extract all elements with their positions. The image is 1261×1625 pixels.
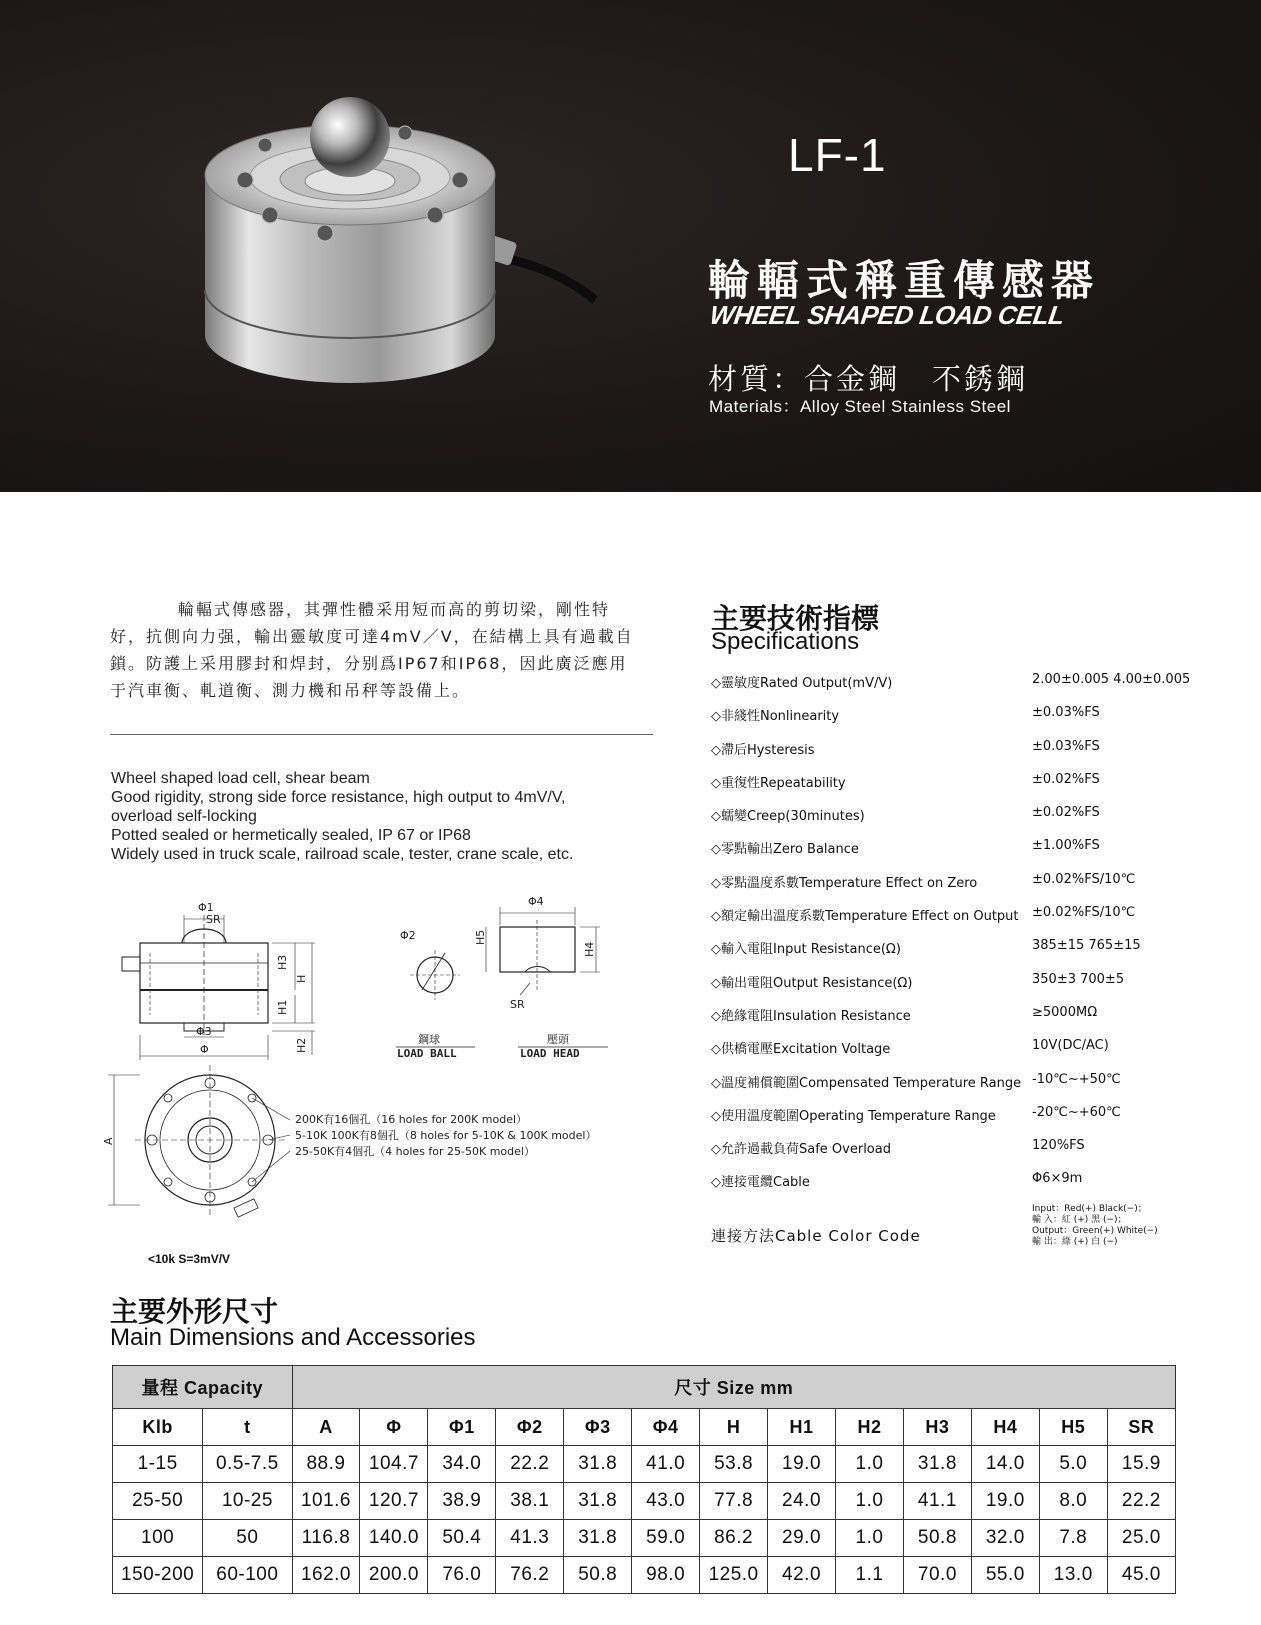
spec-label: ◇絶緣電阻Insulation Resistance — [711, 1008, 911, 1024]
column-header: Φ4 — [632, 1409, 700, 1446]
spec-value: 10V(DC/AC) — [1032, 1038, 1109, 1054]
spec-row — [711, 903, 1251, 936]
capacity-group-header: 量程 Capacity — [113, 1366, 293, 1409]
column-header: A — [292, 1409, 360, 1446]
spec-value: ±0.02%FS/10℃ — [1032, 905, 1136, 921]
spec-label: ◇非綫性Nonlinearity — [711, 709, 840, 725]
divider — [110, 734, 653, 735]
table-cell: 22.2 — [496, 1446, 564, 1483]
description-cn-line: 于汽車衡、軋道衡、測力機和吊秤等設備上。 — [110, 681, 471, 700]
spec-label: ◇使用溫度範圍Operating Temperature Range — [711, 1108, 996, 1124]
spec-row — [711, 1003, 1251, 1036]
table-cell: 41.0 — [632, 1446, 700, 1483]
table-cell: 31.8 — [903, 1446, 971, 1483]
spec-row — [711, 670, 1251, 703]
table-cell: 150-200 — [113, 1557, 203, 1594]
table-cell: 55.0 — [971, 1557, 1039, 1594]
table-cell: 100 — [113, 1520, 203, 1557]
table-cell: 50.4 — [428, 1520, 496, 1557]
materials-en: Materials：Alloy Steel Stainless Steel — [709, 397, 1011, 416]
description-en-line: Good rigidity, strong side force resistance, high output to 4mV/V, — [111, 789, 566, 806]
load-ball-drawing — [396, 929, 475, 1060]
spec-value: ±1.00%FS — [1032, 838, 1100, 854]
column-header: H3 — [903, 1409, 971, 1446]
table-cell: 50.8 — [564, 1557, 632, 1594]
column-header: Klb — [113, 1409, 203, 1446]
table-cell: 29.0 — [768, 1520, 836, 1557]
table-cell: 162.0 — [292, 1557, 360, 1594]
table-cell: 25-50 — [113, 1483, 203, 1520]
top-view-drawing — [102, 1065, 596, 1217]
table-cell: 116.8 — [292, 1520, 360, 1557]
description-en-line: Wheel shaped load cell, shear beam — [111, 770, 370, 787]
column-header: H — [700, 1409, 768, 1446]
spec-label: ◇溫度補償範圍Compensated Temperature Range — [711, 1075, 1022, 1091]
column-header: Φ2 — [496, 1409, 564, 1446]
spec-row — [711, 1070, 1251, 1103]
table-cell: 32.0 — [971, 1520, 1039, 1557]
spec-value: 350±3 700±5 — [1032, 971, 1125, 987]
table-cell: 60-100 — [203, 1557, 292, 1594]
description-en-line: Widely used in truck scale, railroad scale, tester, crane scale, etc. — [111, 846, 574, 863]
table-cell: 8.0 — [1039, 1483, 1107, 1520]
label-phi: Φ — [200, 1043, 209, 1056]
spec-value: ±0.02%FS/10℃ — [1032, 871, 1136, 887]
column-header: Φ — [360, 1409, 428, 1446]
table-cell: 1.0 — [836, 1446, 904, 1483]
materials-cn: 材質：合金鋼 不銹鋼 — [708, 362, 1029, 396]
label-sr: SR — [206, 913, 221, 926]
column-header: t — [203, 1409, 292, 1446]
cable-color-codes — [1032, 1204, 1158, 1248]
label-h4: H4 — [583, 941, 596, 957]
cable-code-line: Input：Red(+) Black(−)； — [1032, 1204, 1147, 1214]
spec-row — [711, 803, 1251, 836]
spec-row — [711, 703, 1251, 736]
product-title-cn: 輪輻式稱重傳感器 — [708, 256, 1101, 305]
table-cell: 38.1 — [496, 1483, 564, 1520]
spec-value: Φ6×9m — [1032, 1171, 1083, 1187]
load-ball-cn: 鋼球 — [418, 1033, 440, 1046]
table-cell: 7.8 — [1039, 1520, 1107, 1557]
spec-value: ≥5000MΩ — [1032, 1004, 1098, 1020]
cable-color-code-title: 連接方法Cable Color Code — [711, 1227, 921, 1245]
table-cell: 200.0 — [360, 1557, 428, 1594]
spec-label: ◇重復性Repeatability — [711, 775, 846, 791]
spec-row — [711, 1136, 1251, 1169]
table-cell: 1.0 — [836, 1520, 904, 1557]
table-cell: 120.7 — [360, 1483, 428, 1520]
load-ball-en: LOAD BALL — [397, 1047, 457, 1060]
spec-value: 2.00±0.005 4.00±0.005 — [1032, 672, 1191, 687]
specs-title-en: Specifications — [711, 628, 860, 655]
description-cn-line: 輪輻式傳感器，其彈性體采用短而高的剪切梁，剛性特 — [178, 600, 611, 619]
label-h1: H1 — [276, 999, 289, 1015]
table-column-header — [113, 1409, 1176, 1446]
table-cell: 14.0 — [971, 1446, 1039, 1483]
label-h3: H3 — [276, 954, 289, 970]
hero-banner — [0, 0, 1261, 492]
column-header: H1 — [768, 1409, 836, 1446]
cable-code-line: Output：Green(+) White(−) — [1032, 1226, 1158, 1236]
spec-label: ◇連接電纜Cable — [711, 1175, 810, 1191]
table-cell: 5.0 — [1039, 1446, 1107, 1483]
table-cell: 31.8 — [564, 1446, 632, 1483]
label-phi1: Φ1 — [198, 901, 214, 914]
description-en — [111, 769, 671, 864]
table-row — [113, 1520, 1176, 1557]
spec-label: ◇輸出電阻Output Resistance(Ω) — [711, 975, 913, 991]
spec-label: ◇零點溫度系數Temperature Effect on Zero — [711, 875, 978, 891]
cable-code-line: 輸 入：紅 (+) 黑 (−)； — [1032, 1215, 1127, 1225]
size-group-header: 尺寸 Size mm — [292, 1366, 1176, 1409]
table-cell: 42.0 — [768, 1557, 836, 1594]
label-phi4: Φ4 — [528, 895, 544, 908]
column-header: Φ1 — [428, 1409, 496, 1446]
table-cell: 76.2 — [496, 1557, 564, 1594]
table-cell: 77.8 — [700, 1483, 768, 1520]
table-cell: 125.0 — [700, 1557, 768, 1594]
spec-label: ◇滯后Hysteresis — [711, 742, 815, 758]
label-phi3: Φ3 — [196, 1025, 212, 1038]
table-cell: 22.2 — [1107, 1483, 1175, 1520]
spec-row — [711, 1036, 1251, 1069]
spec-row — [711, 1169, 1251, 1202]
description-en-line: overload self-locking — [111, 808, 257, 825]
product-title-en: WHEEL SHAPED LOAD CELL — [707, 300, 1067, 330]
spec-value: ±0.02%FS — [1032, 805, 1100, 821]
spec-value: ±0.02%FS — [1032, 771, 1100, 787]
table-cell: 41.1 — [903, 1483, 971, 1520]
dimensions-title-en: Main Dimensions and Accessories — [110, 1324, 476, 1351]
spec-row — [711, 1103, 1251, 1136]
spec-label: ◇靈敏度Rated Output(mV/V) — [711, 676, 893, 691]
table-cell: 1.0 — [836, 1483, 904, 1520]
column-header: H2 — [836, 1409, 904, 1446]
column-header: Φ3 — [564, 1409, 632, 1446]
table-cell: 101.6 — [292, 1483, 360, 1520]
hole-note: 5-10K 100K有8個孔（8 holes for 5-10K & 100K model） — [295, 1129, 597, 1142]
table-row — [113, 1557, 1176, 1594]
side-view-drawing — [122, 901, 315, 1060]
table-cell: 76.0 — [428, 1557, 496, 1594]
spec-value: ±0.03%FS — [1032, 738, 1100, 754]
table-cell: 70.0 — [903, 1557, 971, 1594]
table-cell: 19.0 — [768, 1446, 836, 1483]
description-cn-line: 鎖。防護上采用膠封和焊封，分别爲IP67和IP68，因此廣泛應用 — [110, 654, 628, 673]
table-cell: 1-15 — [113, 1446, 203, 1483]
spec-label: ◇供橋電壓Excitation Voltage — [711, 1042, 891, 1058]
table-cell: 38.9 — [428, 1483, 496, 1520]
table-cell: 140.0 — [360, 1520, 428, 1557]
table-cell: 0.5-7.5 — [203, 1446, 292, 1483]
spec-value: ±0.03%FS — [1032, 705, 1100, 721]
description-cn — [110, 596, 662, 704]
table-cell: 10-25 — [203, 1483, 292, 1520]
table-cell: 98.0 — [632, 1557, 700, 1594]
spec-label: ◇允許過載負荷Safe Overload — [711, 1142, 891, 1158]
spec-row — [711, 870, 1251, 903]
spec-label: ◇零點輸出Zero Balance — [711, 842, 859, 858]
table-cell: 15.9 — [1107, 1446, 1175, 1483]
spec-label: ◇輸入電阻Input Resistance(Ω) — [711, 942, 901, 958]
load-head-cn: 壓頭 — [547, 1033, 569, 1046]
column-header: H4 — [971, 1409, 1039, 1446]
description-en-line: Potted sealed or hermetically sealed, IP 67 or IP68 — [111, 827, 471, 844]
spec-row — [711, 970, 1251, 1003]
label-phi2: Φ2 — [400, 929, 416, 942]
load-head-en: LOAD HEAD — [520, 1047, 580, 1060]
spec-value: 120%FS — [1032, 1138, 1085, 1154]
spec-row — [711, 836, 1251, 869]
table-cell: 59.0 — [632, 1520, 700, 1557]
table-cell: 43.0 — [632, 1483, 700, 1520]
table-cell: 104.7 — [360, 1446, 428, 1483]
table-cell: 31.8 — [564, 1520, 632, 1557]
spec-row — [711, 936, 1251, 969]
table-cell: 88.9 — [292, 1446, 360, 1483]
table-cell: 45.0 — [1107, 1557, 1175, 1594]
column-header: H5 — [1039, 1409, 1107, 1446]
table-group-header — [113, 1366, 1176, 1409]
spec-label: ◇蠕變Creep(30minutes) — [711, 809, 865, 825]
load-head-drawing — [474, 895, 608, 1060]
label-a: A — [102, 1137, 115, 1145]
description-cn-line: 好，抗側向力强，輸出靈敏度可達4mV／V，在結構上具有過載自 — [110, 627, 634, 646]
label-h2: H2 — [295, 1037, 308, 1053]
dimensions-title-cn: 主要外形尺寸 — [110, 1295, 279, 1328]
specs-list — [711, 670, 1251, 1203]
spec-label: ◇額定輸出溫度系數Temperature Effect on Output — [711, 909, 1019, 925]
hole-note: 25-50K有4個孔（4 holes for 25-50K model） — [295, 1145, 535, 1158]
table-cell: 41.3 — [496, 1520, 564, 1557]
table-cell: 1.1 — [836, 1557, 904, 1594]
hole-note: 200K有16個孔（16 holes for 200K model） — [295, 1113, 528, 1126]
spec-row — [711, 737, 1251, 770]
table-cell: 13.0 — [1039, 1557, 1107, 1594]
column-header: SR — [1107, 1409, 1175, 1446]
spec-value: -20℃~+60℃ — [1032, 1104, 1121, 1120]
table-cell: 86.2 — [700, 1520, 768, 1557]
table-cell: 24.0 — [768, 1483, 836, 1520]
technical-drawing — [100, 895, 660, 1245]
label-h: H — [295, 974, 308, 983]
specs-title-cn: 主要技術指標 — [711, 602, 880, 635]
table-cell: 19.0 — [971, 1483, 1039, 1520]
table-row — [113, 1483, 1176, 1520]
table-cell: 31.8 — [564, 1483, 632, 1520]
spec-value: -10℃~+50℃ — [1032, 1071, 1121, 1087]
spec-value: 385±15 765±15 — [1032, 938, 1141, 954]
table-cell: 25.0 — [1107, 1520, 1175, 1557]
sensitivity-note: <10k S=3mV/V — [148, 1252, 231, 1266]
label-h5: H5 — [474, 929, 487, 945]
model-code: LF-1 — [788, 129, 887, 181]
table-cell: 53.8 — [700, 1446, 768, 1483]
dimensions-table — [112, 1365, 1176, 1594]
load-cell-photo — [195, 85, 635, 385]
cable-code-line: 輸 出：綠 (+) 白 (−) — [1032, 1237, 1118, 1247]
label-sr-head: SR — [510, 998, 525, 1011]
table-cell: 34.0 — [428, 1446, 496, 1483]
table-cell: 50 — [203, 1520, 292, 1557]
spec-row — [711, 770, 1251, 803]
table-cell: 50.8 — [903, 1520, 971, 1557]
table-row — [113, 1446, 1176, 1483]
